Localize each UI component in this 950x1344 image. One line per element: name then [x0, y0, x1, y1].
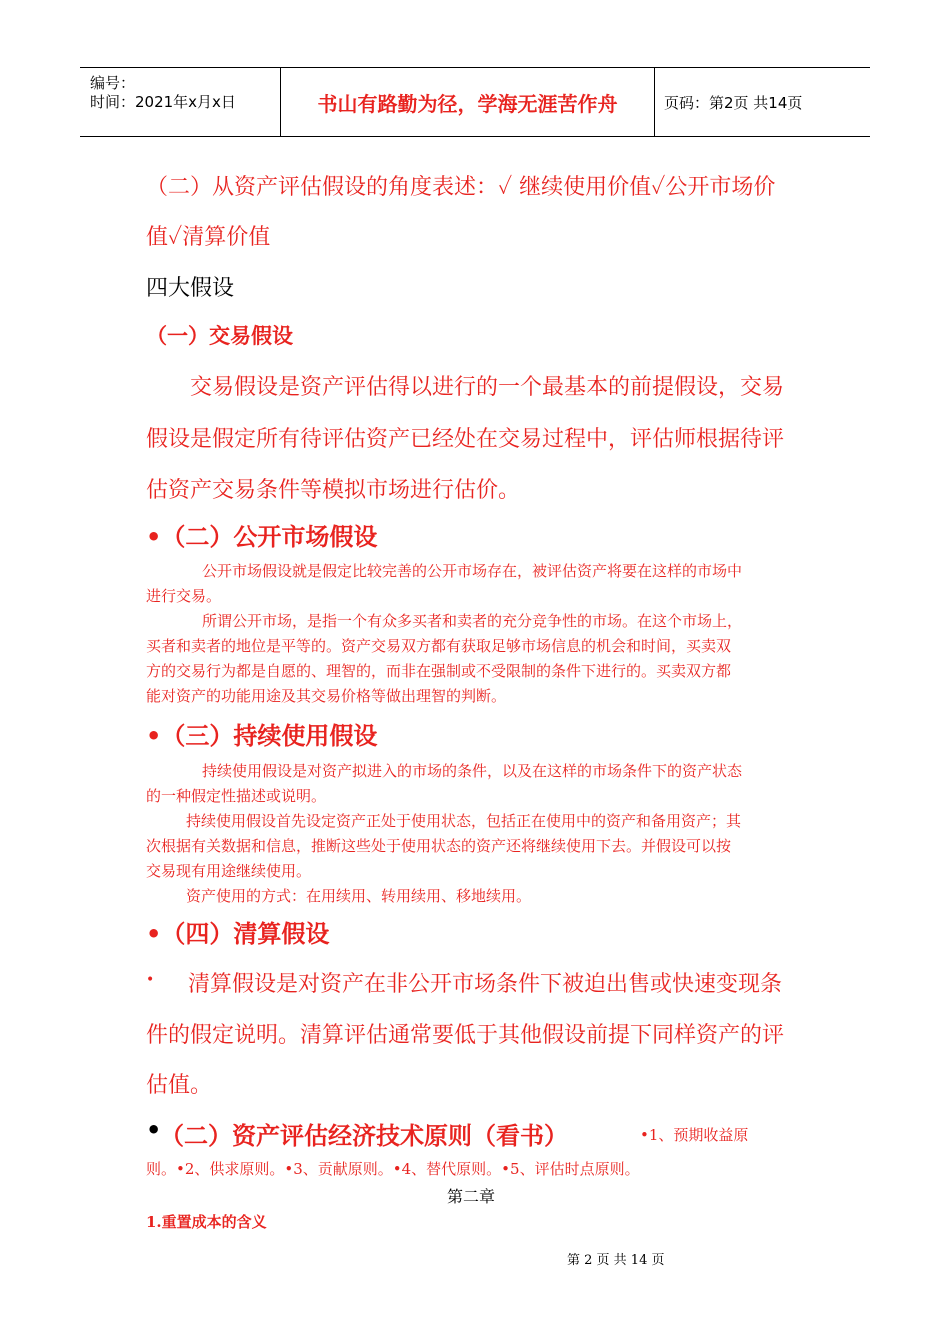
section-heading-continued-use: •（三）持续使用假设: [146, 722, 378, 750]
paragraph-line: 交易现有用途继续使用。: [146, 862, 312, 880]
chapter-title: 第二章: [447, 1187, 496, 1206]
paragraph-line: 公开市场假设就是假定比较完善的公开市场存在，被评估资产将要在这样的市场中: [202, 562, 743, 580]
paragraph-line: 次根据有关数据和信息，推断这些处于使用状态的资产还将继续使用下去。并假设可以按: [146, 837, 732, 855]
header-page-info: 页码：第2页 共14页: [664, 94, 803, 112]
paragraph-line: 清算假设是对资产在非公开市场条件下被迫出售或快速变现条: [188, 972, 783, 997]
intro-line-2: 值✓清算价值: [146, 225, 271, 250]
section-heading-transaction: （一）交易假设: [146, 324, 293, 348]
section-heading-open-market: •（二）公开市场假设: [146, 523, 378, 551]
header-motto: 书山有路勤为径，学海无涯苦作舟: [317, 91, 618, 116]
paragraph-line: 资产使用的方式：在用续用、转用续用、移地续用。: [186, 887, 532, 905]
section-heading-liquidation: •（四）清算假设: [146, 920, 330, 948]
paragraph-line: 所谓公开市场，是指一个有众多买者和卖者的充分竞争性的市场。在这个市场上，: [202, 612, 743, 630]
document-number-label: 编号：: [90, 74, 136, 92]
subheading-replacement-cost: 1.重置成本的含义: [146, 1213, 267, 1231]
intro-line-1: （二）从资产评估假设的角度表述：✓ 继续使用价值✓公开市场价: [146, 175, 776, 200]
paragraph-line: 估值。: [146, 1073, 213, 1098]
paragraph-line: 持续使用假设是对资产拟进入的市场的条件，以及在这样的市场条件下的资产状态: [202, 762, 743, 780]
paragraph-line: 件的假定说明。清算评估通常要低于其他假设前提下同样资产的评: [146, 1023, 785, 1048]
principles-inline-text: •1、预期收益原: [640, 1126, 749, 1144]
paragraph-line: 估资产交易条件等模拟市场进行估价。: [146, 478, 521, 503]
paragraph-line: 方的交易行为都是自愿的、理智的，而非在强制或不受限制的条件下进行的。买卖双方都: [146, 662, 732, 680]
section-heading-principles: （二）资产评估经济技术原则（看书）: [160, 1122, 568, 1150]
paragraph-line: 假设是假定所有待评估资产已经处在交易过程中，评估师根据待评: [146, 427, 785, 452]
principles-line-2: 则。•2、供求原则。•3、贡献原则。•4、替代原则。•5、评估时点原则。: [146, 1160, 640, 1178]
paragraph-line: 的一种假定性描述或说明。: [146, 787, 327, 805]
paragraph-line: 能对资产的功能用途及其交易价格等做出理智的判断。: [146, 687, 507, 705]
paragraph-line: 买者和卖者的地位是平等的。资产交易双方都有获取足够市场信息的机会和时间，买卖双: [146, 637, 732, 655]
page-header: [80, 67, 870, 137]
document-date-label: 时间：2021年x月x日: [90, 93, 236, 111]
page-footer: 第 2 页 共 14 页: [567, 1253, 665, 1268]
paragraph-line: 进行交易。: [146, 587, 222, 605]
four-assumptions-title: 四大假设: [146, 276, 235, 301]
paragraph-line: 持续使用假设首先设定资产正处于使用状态，包括正在使用中的资产和备用资产；其: [186, 812, 742, 830]
header-divider: [654, 68, 655, 136]
paragraph-line: 交易假设是资产评估得以进行的一个最基本的前提假设，交易: [190, 375, 785, 400]
bullet-icon: •: [146, 972, 155, 988]
bullet-icon: •: [146, 1116, 162, 1144]
